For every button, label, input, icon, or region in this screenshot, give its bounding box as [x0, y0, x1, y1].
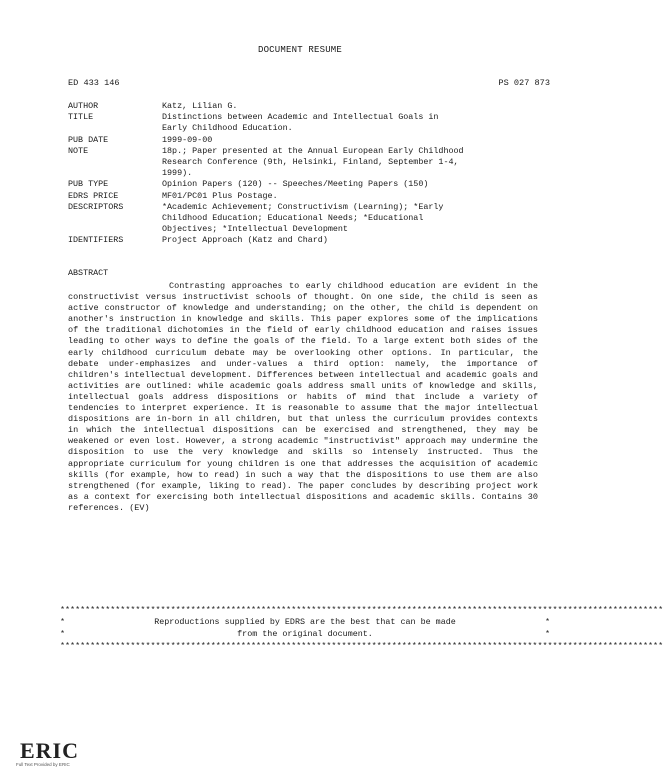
document-title: DOCUMENT RESUME: [257, 45, 342, 55]
field-author: [68, 101, 550, 112]
field-value: 1999-09-00: [162, 134, 213, 145]
star-marker: *: [544, 617, 550, 627]
ps-number: PS 027 873: [498, 78, 550, 88]
field-value: MF01/PC01 Plus Postage.: [162, 190, 278, 201]
field-title: [68, 112, 550, 134]
field-value: Distinctions between Academic and Intellectual Goals in Early Childhood Education.: [162, 112, 439, 134]
field-identifiers: [68, 235, 550, 246]
field-label: IDENTIFIERS: [68, 235, 124, 246]
field-descriptors: [68, 202, 550, 236]
notice-line-1: Reproductions supplied by EDRS are the best that can be made: [154, 617, 456, 627]
abstract-heading: ABSTRACT: [68, 268, 109, 278]
ed-number: ED 433 146: [68, 78, 120, 88]
field-label: TITLE: [68, 112, 94, 123]
eric-logo: [14, 736, 80, 772]
field-value: Katz, Lilian G.: [162, 101, 238, 111]
field-label: NOTE: [68, 145, 89, 156]
star-border-top: ************************************************************************************************************************: [60, 605, 663, 615]
field-value: Opinion Papers (120) -- Speeches/Meeting Papers (150): [162, 179, 429, 190]
reproduction-notice: [60, 604, 663, 652]
notice-line-2: from the original document.: [237, 629, 373, 639]
eric-logo-word: ERIC: [20, 738, 80, 763]
field-pub-type: [68, 179, 550, 190]
field-value: 18p.; Paper presented at the Annual European Early Childhood Research Conference (9th, Helsinki, Finland, September 1-4, 1999).: [162, 145, 464, 179]
field-label: PUB TYPE: [68, 179, 109, 190]
field-note: [68, 146, 550, 180]
field-label: DESCRIPTORS: [68, 201, 124, 212]
field-value: Project Approach (Katz and Chard): [162, 235, 328, 246]
metadata-fields: [68, 101, 550, 247]
star-marker: *: [60, 629, 66, 639]
eric-logo-tagline: Full Text Provided by ERIC: [16, 762, 70, 767]
field-label: EDRS PRICE: [68, 190, 119, 201]
field-value: *Academic Achievement; Constructivism (Learning); *Early Childhood Education; Educational Needs; *Educational Objectives; *Intellectual Development: [162, 201, 444, 235]
star-border-bottom: ************************************************************************************************************************: [60, 641, 663, 651]
field-pub-date: [68, 135, 550, 146]
abstract-text: Contrasting approaches to early childhood education are evident in the constructivist versus instructivist schools of thought. On one side, the child is seen as active constructor of knowledge and understanding; on the other, the child is dependent on another's instruction in knowledge and skills. This paper explores some of the implications of the traditional dichotomies in the field of early childhood education and raises issues leading to other ways to define the goals of the field. To a large extent both sides of the early childhood curriculum debate may be overlooking other options. In particular, the debate under-emphasizes and under-values a third option: namely, the importance of children's intellectual development. Differences between intellectual and academic goals and activities are outlined: while academic goals address small units of knowledge and skills, intellectual goals address dispositions or habits of mind that include a variety of tendencies to interpret experience. It is reasonable to assume that the major intellectual dispositions are in-born in all children, but that unless the curriculum provides contexts in which the intellectual dispositions can be exercised and strengthened, they may be weakened or even lost. However, a strong academic "instructivist" approach may undermine the disposition to use the very knowledge and skills so intensely instructed. Thus the appropriate curriculum for young children is one that addresses the acquisition of academic skills (for example, how to read) in such a way that the dispositions to use them are also strengthened (for example, liking to read). The paper concludes by describing project work as a context for exercising both intellectual dispositions and academic skills. Contains 30 references. (EV): [68, 281, 538, 513]
field-label: AUTHOR: [68, 101, 99, 111]
star-marker: *: [60, 617, 66, 627]
star-marker: *: [544, 629, 550, 639]
field-label: PUB DATE: [68, 134, 109, 145]
field-edrs-price: [68, 191, 550, 202]
